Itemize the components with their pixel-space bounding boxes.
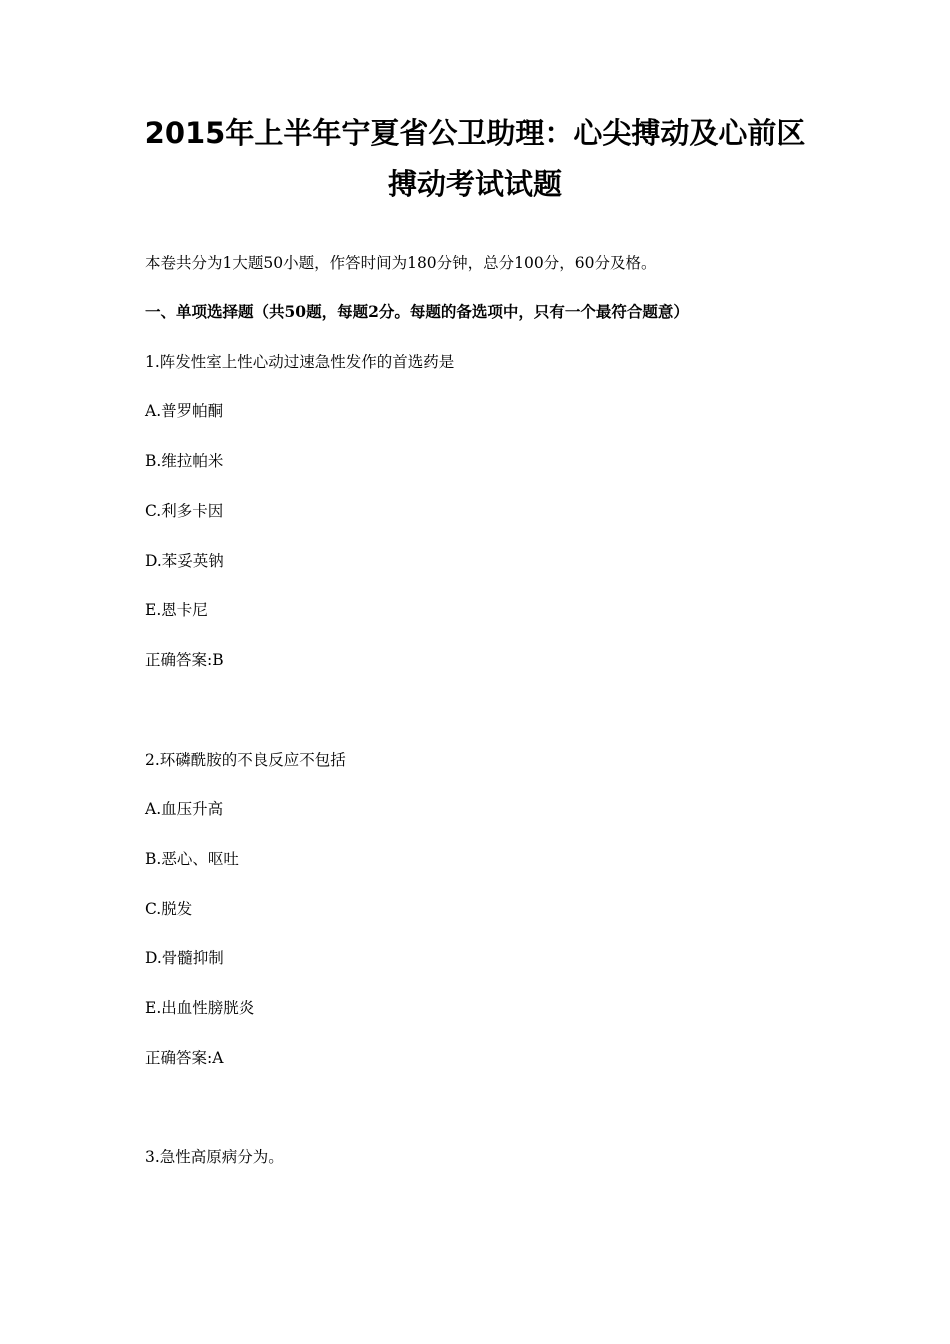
question-2-option-c: C.脱发 (145, 900, 193, 918)
question-2-option-d: D.骨髓抑制 (145, 949, 224, 967)
question-3-stem: 3.急性高原病分为。 (145, 1148, 284, 1166)
exam-intro: 本卷共分为1大题50小题，作答时间为180分钟，总分100分，60分及格。 (145, 254, 657, 272)
question-2-option-a: A.血压升高 (145, 800, 224, 818)
question-1-option-a: A.普罗帕酮 (145, 402, 224, 420)
question-1-option-c: C.利多卡因 (145, 502, 224, 520)
question-2-option-b: B.恶心、呕吐 (145, 850, 239, 868)
question-1-option-e: E.恩卡尼 (145, 601, 208, 619)
section-heading: 一、单项选择题（共50题，每题2分。每题的备选项中，只有一个最符合题意） (145, 302, 689, 321)
question-2-answer: 正确答案:A (145, 1049, 224, 1067)
question-2-option-e: E.出血性膀胱炎 (145, 999, 255, 1017)
question-1-answer: 正确答案:B (145, 651, 224, 669)
question-1-option-d: D.苯妥英钠 (145, 552, 224, 570)
question-2-stem: 2.环磷酰胺的不良反应不包括 (145, 751, 346, 769)
document-title-line-2: 搏动考试试题 (387, 167, 562, 201)
question-1-stem: 1.阵发性室上性心动过速急性发作的首选药是 (145, 353, 455, 371)
question-1-option-b: B.维拉帕米 (145, 452, 224, 470)
document-title-line-1: 2015年上半年宁夏省公卫助理：心尖搏动及心前区 (144, 116, 806, 150)
